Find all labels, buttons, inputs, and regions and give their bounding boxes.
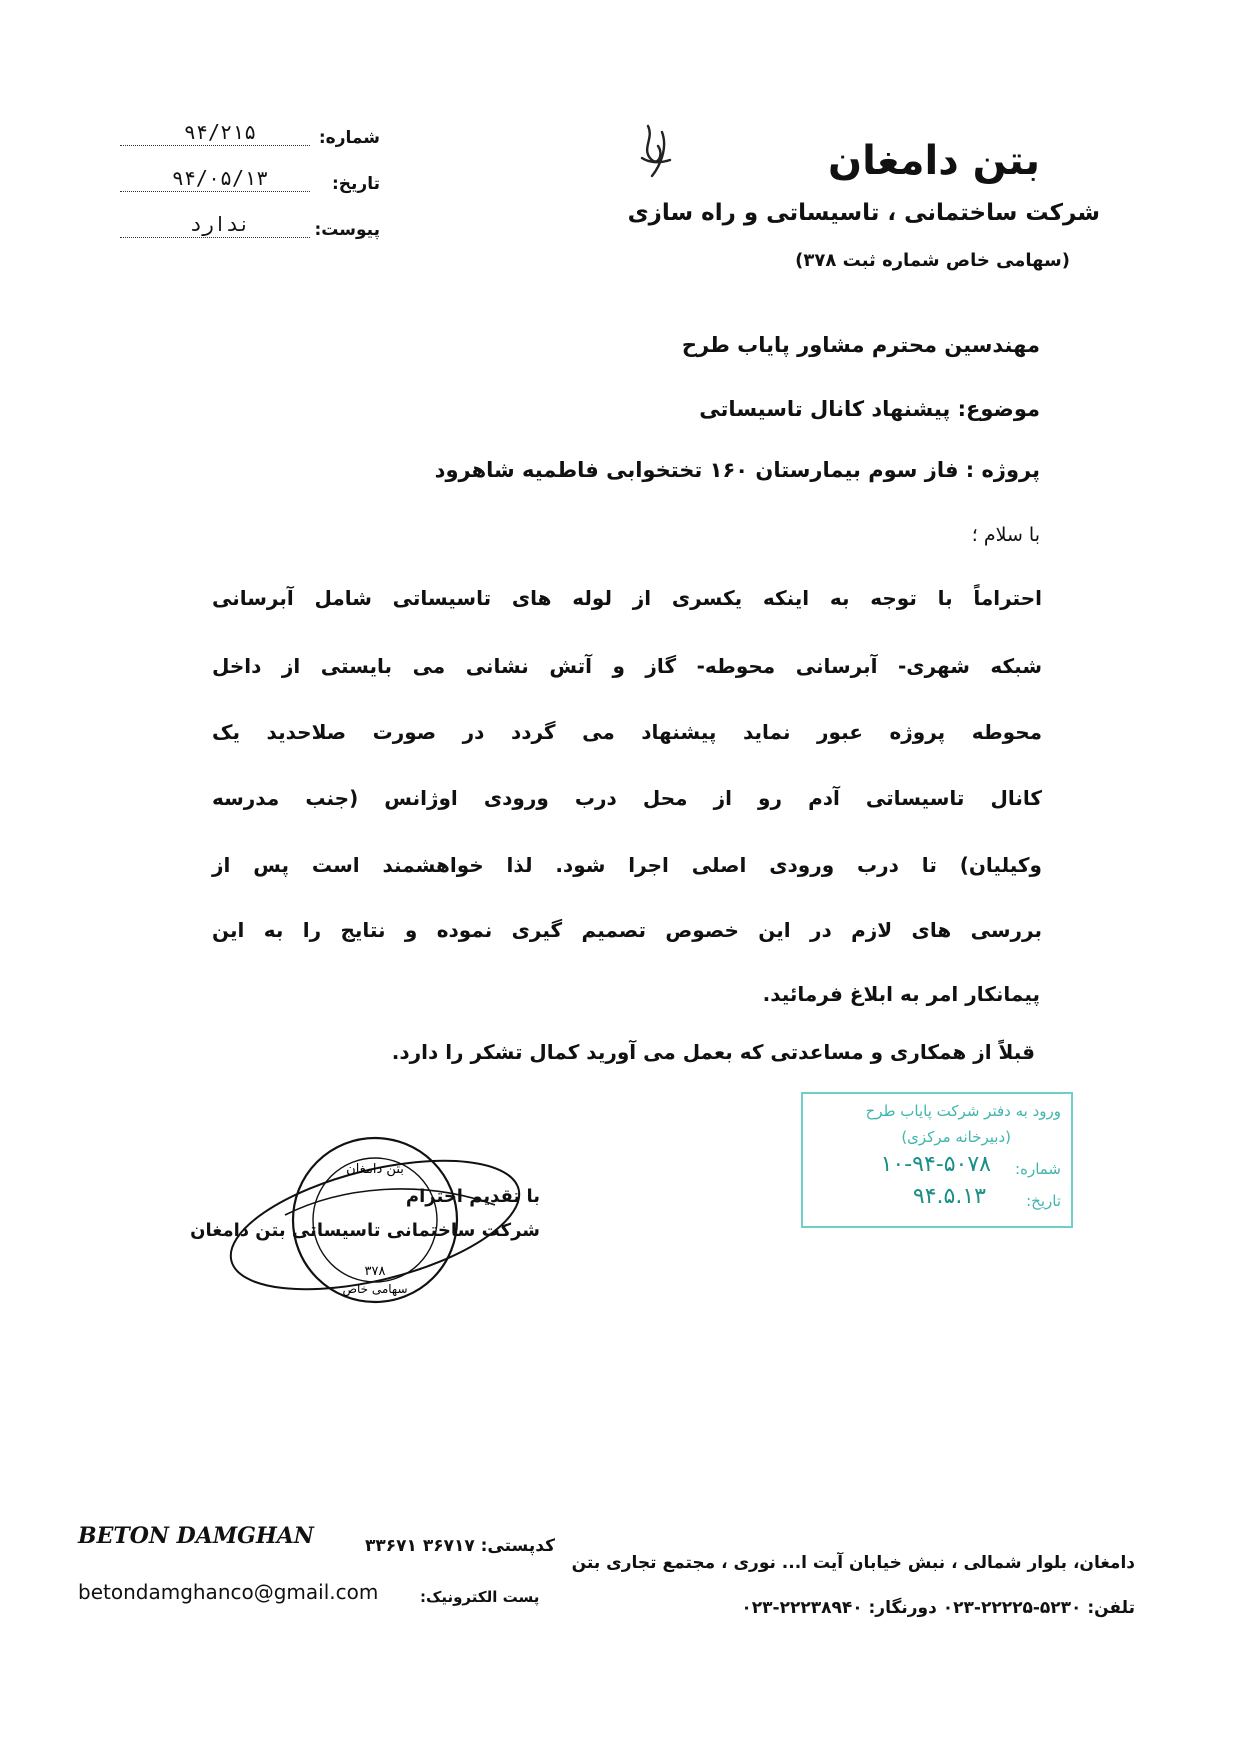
- signature-company: شرکت ساختمانی تاسیساتی بتن دامغان: [190, 1220, 540, 1241]
- meta-attachment: [120, 210, 380, 244]
- company-registration: (سهامی خاص شماره ثبت ۳۷۸): [795, 250, 1070, 271]
- body-line: کانال تاسیساتی آدم رو از محل درب ورودی اوژانس (جنب مدرسه: [212, 786, 1042, 810]
- project: پروژه : فاز سوم بیمارستان ۱۶۰ تختخوابی فاطمیه شاهرود: [434, 458, 1040, 482]
- attachment-label: پیوست:: [314, 220, 380, 240]
- meta-number: [120, 118, 380, 152]
- stamp-line1: ورود به دفتر شرکت پایاب طرح: [865, 1102, 1061, 1120]
- stamp-number-value: ۱۰-۹۴-۵۰۷۸: [880, 1152, 991, 1177]
- date-value: ۹۴/۰۵/۱۳: [171, 166, 269, 190]
- body-line: وکیلیان) تا درب ورودی اصلی اجرا شود. لذا خواهشمند است پس از: [212, 853, 1042, 877]
- company-subtitle: شرکت ساختمانی ، تاسیساتی و راه سازی: [627, 200, 1100, 226]
- seal-text-bottom: سهامی خاص: [342, 1282, 408, 1296]
- stamp-date-value: ۹۴.۵.۱۳: [912, 1184, 986, 1209]
- body-line: شبکه شهری- آبرسانی محوطه- گاز و آتش نشانی می بایستی از داخل: [212, 654, 1042, 678]
- number-label: شماره:: [318, 128, 380, 148]
- company-name: بتن دامغان: [827, 138, 1040, 184]
- attachment-dotted-line: [120, 237, 310, 238]
- attachment-value: ندارد: [189, 212, 251, 236]
- meta-date: [120, 164, 380, 198]
- seal-text-top: بتن دامغان: [346, 1162, 404, 1177]
- header-signature-icon: [628, 118, 688, 188]
- footer-brand: BETON DAMGHAN: [78, 1523, 314, 1549]
- number-value: ۹۴/۲۱۵: [183, 120, 257, 144]
- stamp-number-label: شماره:: [1015, 1160, 1061, 1178]
- body-line: بررسی های لازم در این خصوص تصمیم گیری نموده و نتایج را به این: [212, 918, 1042, 942]
- number-dotted-line: [120, 145, 310, 146]
- closing: قبلاً از همکاری و مساعدتی که بعمل می آورید کمال تشکر را دارد.: [391, 1040, 1035, 1064]
- subject: موضوع: پیشنهاد کانال تاسیساتی: [699, 397, 1040, 421]
- postal-value: ۳۶۷۱۷ ۳۳۶۷۱: [365, 1536, 475, 1556]
- recipient: مهندسین محترم مشاور پایاب طرح: [681, 333, 1040, 357]
- greeting: با سلام ؛: [971, 524, 1040, 546]
- seal-text-mid: ۳۷۸: [364, 1264, 386, 1279]
- body-line: محوطه پروژه عبور نماید پیشنهاد می گردد در صورت صلاحدید یک: [212, 720, 1042, 744]
- footer-email-label: پست الکترونیک:: [420, 1588, 540, 1606]
- date-dotted-line: [120, 191, 310, 192]
- body-line: احتراماً با توجه به اینکه یکسری از لوله های تاسیساتی شامل آبرسانی: [212, 586, 1042, 610]
- stamp-line2: (دبیرخانه مرکزی): [901, 1128, 1011, 1146]
- footer-phone: تلفن: ۵۲۳۰-۲۲۲۲۵-۰۲۳ دورنگار: ۲۲۲۳۸۹۴۰-۰۲۳: [741, 1598, 1135, 1618]
- stamp-date-label: تاریخ:: [1026, 1192, 1061, 1210]
- received-stamp: [801, 1092, 1073, 1228]
- signature-regards: با تقدیم احترام: [405, 1186, 540, 1207]
- footer-postal: [365, 1536, 555, 1556]
- date-label: تاریخ:: [332, 174, 380, 194]
- footer-address: دامغان، بلوار شمالی ، نبش خیابان آیت ا... نوری ، مجتمع تجاری بتن: [571, 1553, 1135, 1573]
- footer-email[interactable]: betondamghanco@gmail.com: [78, 1580, 379, 1604]
- body-last-line: پیمانکار امر به ابلاغ فرمائید.: [762, 982, 1040, 1006]
- postal-label: کدپستی:: [480, 1536, 555, 1556]
- signature-block: [190, 1180, 540, 1248]
